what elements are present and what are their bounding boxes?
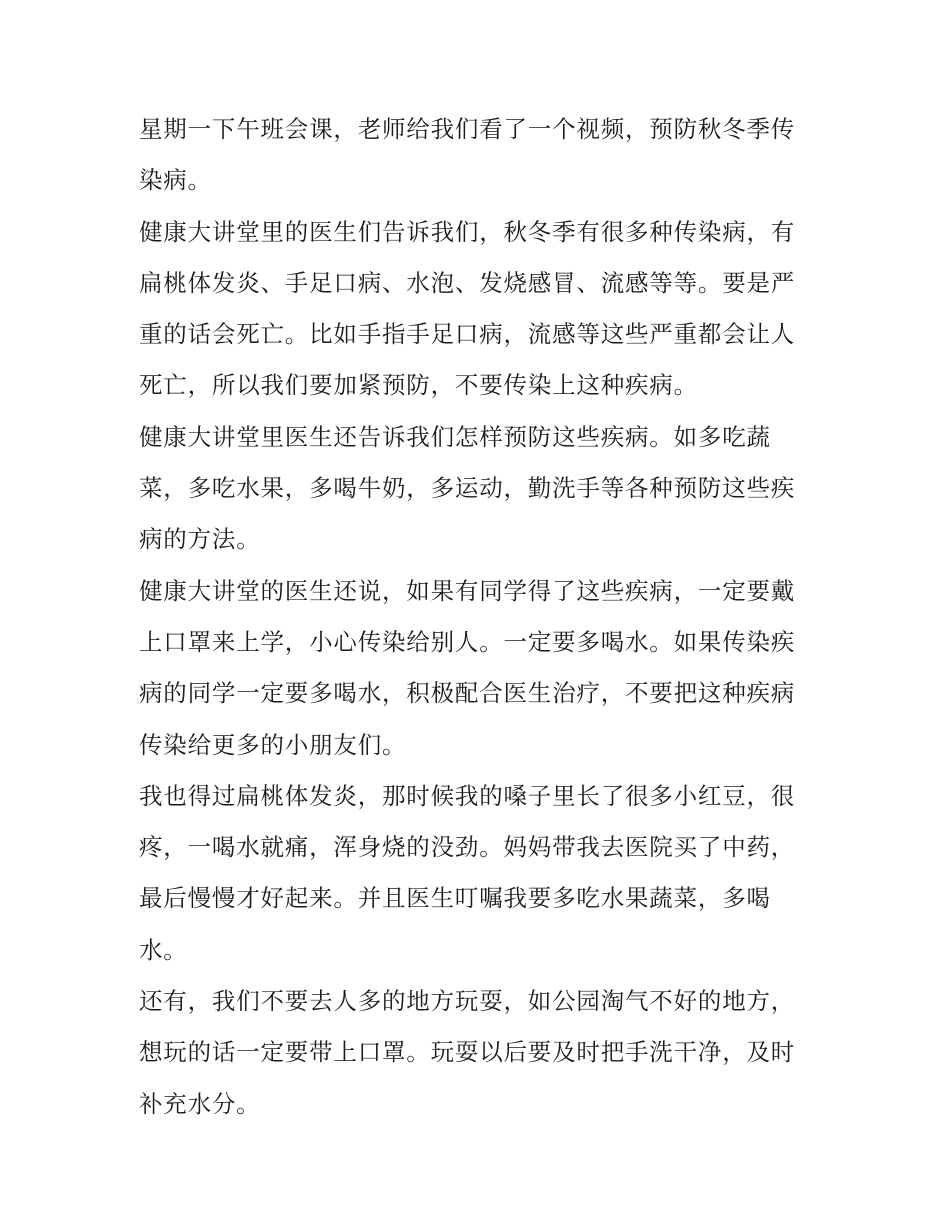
- paragraph-4: 健康大讲堂的医生还说，如果有同学得了这些疾病，一定要戴上口罩来上学，小心传染给别人。一定要多喝水。如果传染疾病的同学一定要多喝水，积极配合医生治疗，不要把这种疾病传染给更多的小朋友们。: [139, 576, 796, 759]
- paragraph-1: 星期一下午班会课，老师给我们看了一个视频，预防秋冬季传染病。: [139, 115, 796, 195]
- paragraph-5: 我也得过扁桃体发炎，那时候我的嗓子里长了很多小红豆，很疼，一喝水就痛，浑身烧的没劲。妈妈带我去医院买了中药，最后慢慢才好起来。并且医生叮嘱我要多吃水果蔬菜，多喝水。: [139, 781, 796, 964]
- paragraph-3: 健康大讲堂里医生还告诉我们怎样预防这些疾病。如多吃蔬菜，多吃水果，多喝牛奶，多运动，勤洗手等各种预防这些疾病的方法。: [139, 422, 796, 554]
- document-body: [139, 104, 819, 1130]
- paragraph-6: 还有，我们不要去人多的地方玩耍，如公园淘气不好的地方，想玩的话一定要带上口罩。玩耍以后要及时把手洗干净，及时补充水分。: [139, 987, 796, 1118]
- paragraph-2: 健康大讲堂里的医生们告诉我们，秋冬季有很多种传染病，有扁桃体发炎、手足口病、水泡、发烧感冒、流感等等。要是严重的话会死亡。比如手指手足口病，流感等这些严重都会让人死亡，所以我们要加紧预防，不要传染上这种疾病。: [139, 217, 796, 400]
